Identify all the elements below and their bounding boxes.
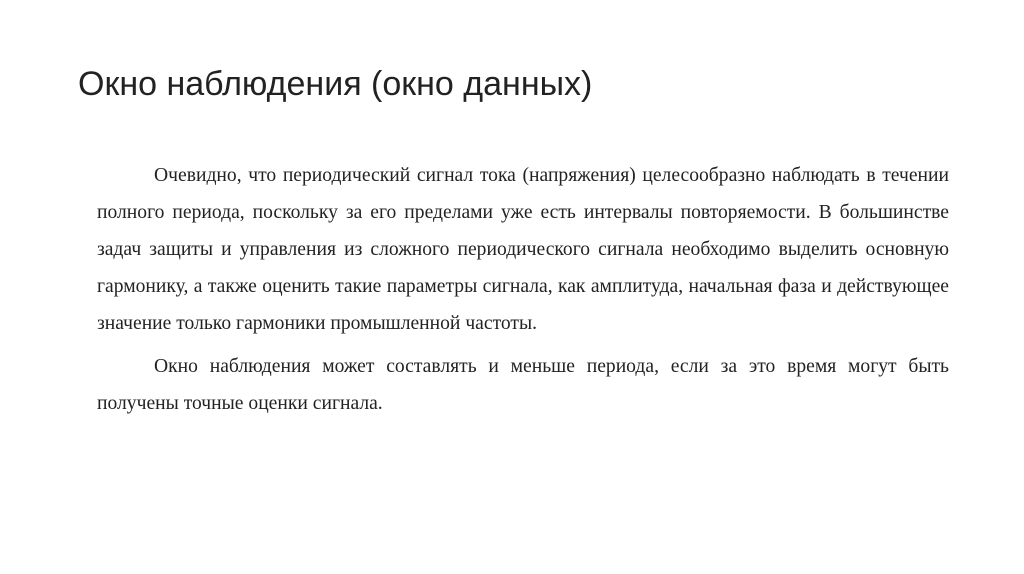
slide-title: Окно наблюдения (окно данных) (78, 65, 593, 103)
body-paragraph-1: Очевидно, что периодический сигнал тока (напряжения) целесообразно наблюдать в течении полного периода, поскольку за его пределами уже есть интервалы повторяемости. В большинстве задач защиты и управления из сложного периодического сигнала необходимо выделить основную гармонику, а также оценить такие параметры сигнала, как амплитуда, начальная фаза и действующее значение только гармоники промышленной частоты. (97, 165, 949, 334)
slide-body (97, 157, 949, 422)
body-paragraph-2: Окно наблюдения может составлять и меньше периода, если за это время могут быть получены точные оценки сигнала. (97, 356, 949, 414)
